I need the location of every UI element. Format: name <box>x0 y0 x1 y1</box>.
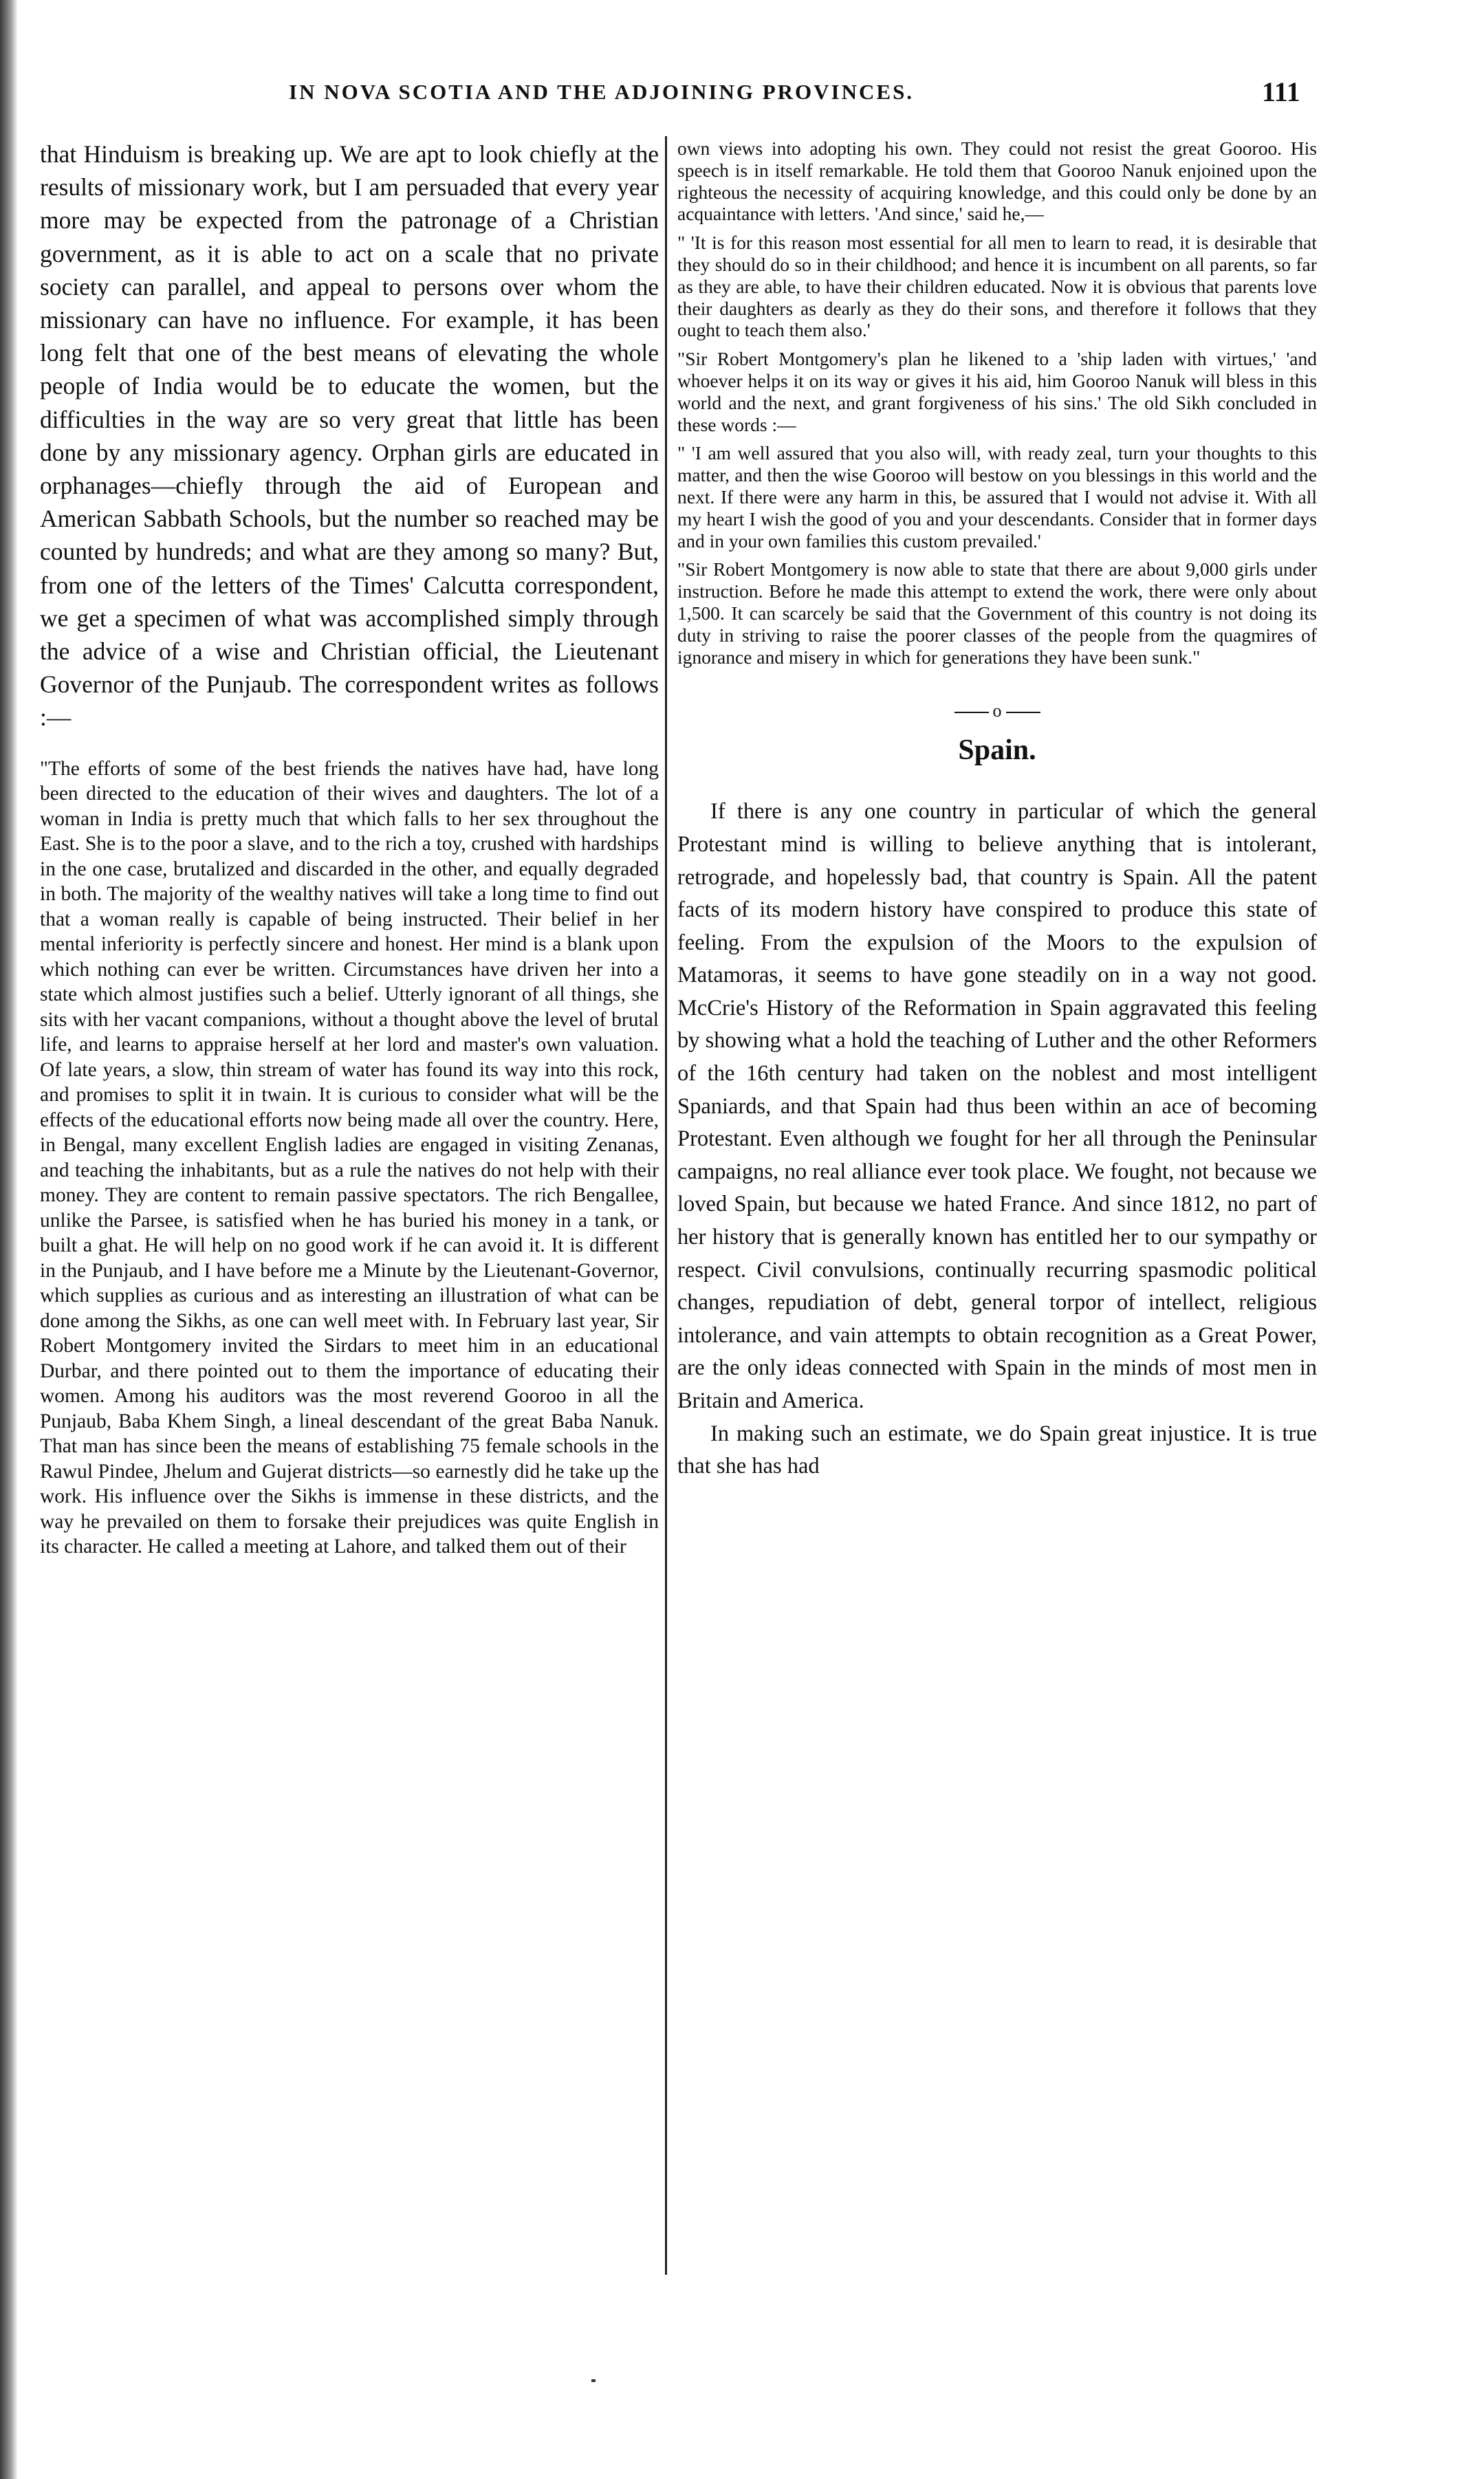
section-ornament <box>677 701 1317 721</box>
page-number: 111 <box>1262 76 1300 107</box>
print-speck <box>591 2379 596 2382</box>
left-column <box>40 138 659 1560</box>
ornament-line-right <box>1006 712 1040 713</box>
quote-continued-1: own views into adopting his own. They could not resist the great Gooroo. His speech is in itself remarkable. He told them that Gooroo Nanuk enjoined upon the righteous the necessity of acquiring knowledge, and this could only be done by an acquaintance with letters. 'And since,' said he,— <box>677 138 1317 225</box>
right-column <box>677 138 1317 1483</box>
section-title: Spain. <box>958 734 1036 767</box>
paragraph-gap <box>40 734 659 756</box>
intro-paragraph: that Hinduism is breaking up. We are apt to look chiefly at the results of missionary work, but I am persuaded that every year more may be expected from the patronage of a Christian government, as it is able to act on a scale that no private society can parallel, and appeal to persons over whom the missionary can have no influence. For example, it has been long felt that one of the best means of elevating the whole people of India would be to educate the women, but the difficulties in the way are so very great that little has been done by any missionary agency. Orphan girls are educated in orphanages—chiefly through the aid of European and American Sabbath Schools, but the number so reached may be counted by hundreds; and what are they among so many? But, from one of the letters of the Times' Calcutta correspondent, we get a specimen of what was accomplished simply through the advice of a wise and Christian official, the Lieutenant Governor of the Punjaub. The correspondent writes as follows :— <box>40 140 659 732</box>
section-paragraph-2: In making such an estimate, we do Spain great injustice. It is true that she has had <box>677 1421 1317 1479</box>
quote-continued-3: "Sir Robert Montgomery's plan he likened to a 'ship laden with virtues,' 'and whoever helps it on its way or gives it his aid, him Gooroo Nanuk will bless in this world and the next, and grant forgiveness of his sins.' The old Sikh concluded in these words :— <box>677 348 1317 435</box>
quote-continued-2: " 'It is for this reason most essential for all men to learn to read, it is desirable that they should do so in their childhood; and hence it is incumbent on all parents, so far as they are able, to have their children educated. Now it is obvious that parents love their daughters as dearly as they do their sons, and therefore it follows that they ought to teach them also.' <box>677 232 1317 341</box>
ornament-line-left <box>954 712 989 713</box>
column-rule <box>665 136 667 2275</box>
ornament-glyph: o <box>992 701 1002 721</box>
quote-continued-5: "Sir Robert Montgomery is now able to state that there are about 9,000 girls under instruction. Before he made this attempt to extend the work, there were only about 1,500. It can scarcely be said that the Government of this country is not doing its duty in striving to raise the poorer classes of the people from the quagmires of ignorance and misery in which for generations they have been sunk." <box>677 558 1317 668</box>
page-edge-shadow <box>0 0 18 2479</box>
page-header <box>0 76 1484 121</box>
section-paragraph-1: If there is any one country in particular of which the general Protestant mind is willing to believe anything that is intolerant, retrograde, and hopelessly bad, that country is Spain. All the patent facts of its modern history have conspired to produce this state of feeling. From the expulsion of the Moors to the expulsion of Matamoras, it seems to have gone steadily on in a way not good. McCrie's History of the Reformation in Spain aggravated this feeling by showing what a hold the teaching of Luther and the other Reformers of the 16th century had taken on the noblest and most intelligent Spaniards, and that Spain had thus been within an ace of becoming Protestant. Even although we fought for her all through the Peninsular campaigns, no real alliance ever took place. We fought, not because we loved Spain, but because we hated France. And since 1812, no part of her history that is generally known has entitled her to our sympathy or respect. Civil convulsions, continually recurring spasmodic political changes, repudiation of debt, general torpor of intellect, religious intolerance, and vain attempts to obtain recognition as a Great Power, are the only ideas connected with Spain in the minds of most men in Britain and America. <box>677 799 1317 1414</box>
running-title: IN NOVA SCOTIA AND THE ADJOINING PROVINCES. <box>289 80 915 104</box>
quote-continued-4: " 'I am well assured that you also will, with ready zeal, turn your thoughts to this matter, and then the wise Gooroo will bestow on you blessings in this world and the next. If there were any harm in this, be assured that I would not advise it. With all my heart I wish the good of you and your descendants. Consider that in former days and in your own families this custom prevailed.' <box>677 442 1317 552</box>
quote-paragraph: "The efforts of some of the best friends the natives have had, have long been directed to the education of their wives and daughters. The lot of a woman in India is pretty much that which falls to her sex throughout the East. She is to the poor a slave, and to the rich a toy, crushed with hardships in the one case, brutalized and discarded in the other, and equally degraded in both. The majority of the wealthy natives will take a long time to find out that a woman really is capable of being instructed. Their belief in her mental inferiority is perfectly sincere and honest. Her mind is a blank upon which nothing can ever be written. Circumstances have driven her into a state which almost justifies such a belief. Utterly ignorant of all things, she sits with her vacant companions, without a thought above the level of brutal life, and learns to appraise herself at her lord and master's own valuation. Of late years, a slow, thin stream of water has found its way into this rock, and promises to split it in twain. It is curious to consider what will be the effects of the educational efforts now being made all over the country. Here, in Bengal, many excellent English ladies are engaged in visiting Zenanas, and teaching the inhabitants, but as a rule the natives do not help with their money. They are content to remain passive spectators. The rich Bengallee, unlike the Parsee, is satisfied when he has buried his money in a tank, or built a ghat. He will help on no good work if he can avoid it. It is different in the Punjaub, and I have before me a Minute by the Lieutenant-Governor, which supplies as curious and as interesting an illustration of what can be done among the Sikhs, as one can well meet with. In February last year, Sir Robert Montgomery invited the Sirdars to meet him in an educational Durbar, and there pointed out to them the importance of educating their women. Among his auditors was the most reverend Gooroo in all the Punjaub, Baba Khem Singh, a lineal descendant of the great Baba Nanuk. That man has since been the means of establishing 75 female schools in the Rawul Pindee, Jhelum and Gujerat districts—so earnestly did he take up the work. His influence over the Sikhs is immense in these districts, and the way he prevailed on them to forsake their prejudices was quite English in its character. He called a meeting at Lahore, and talked them out of their <box>40 757 659 1558</box>
